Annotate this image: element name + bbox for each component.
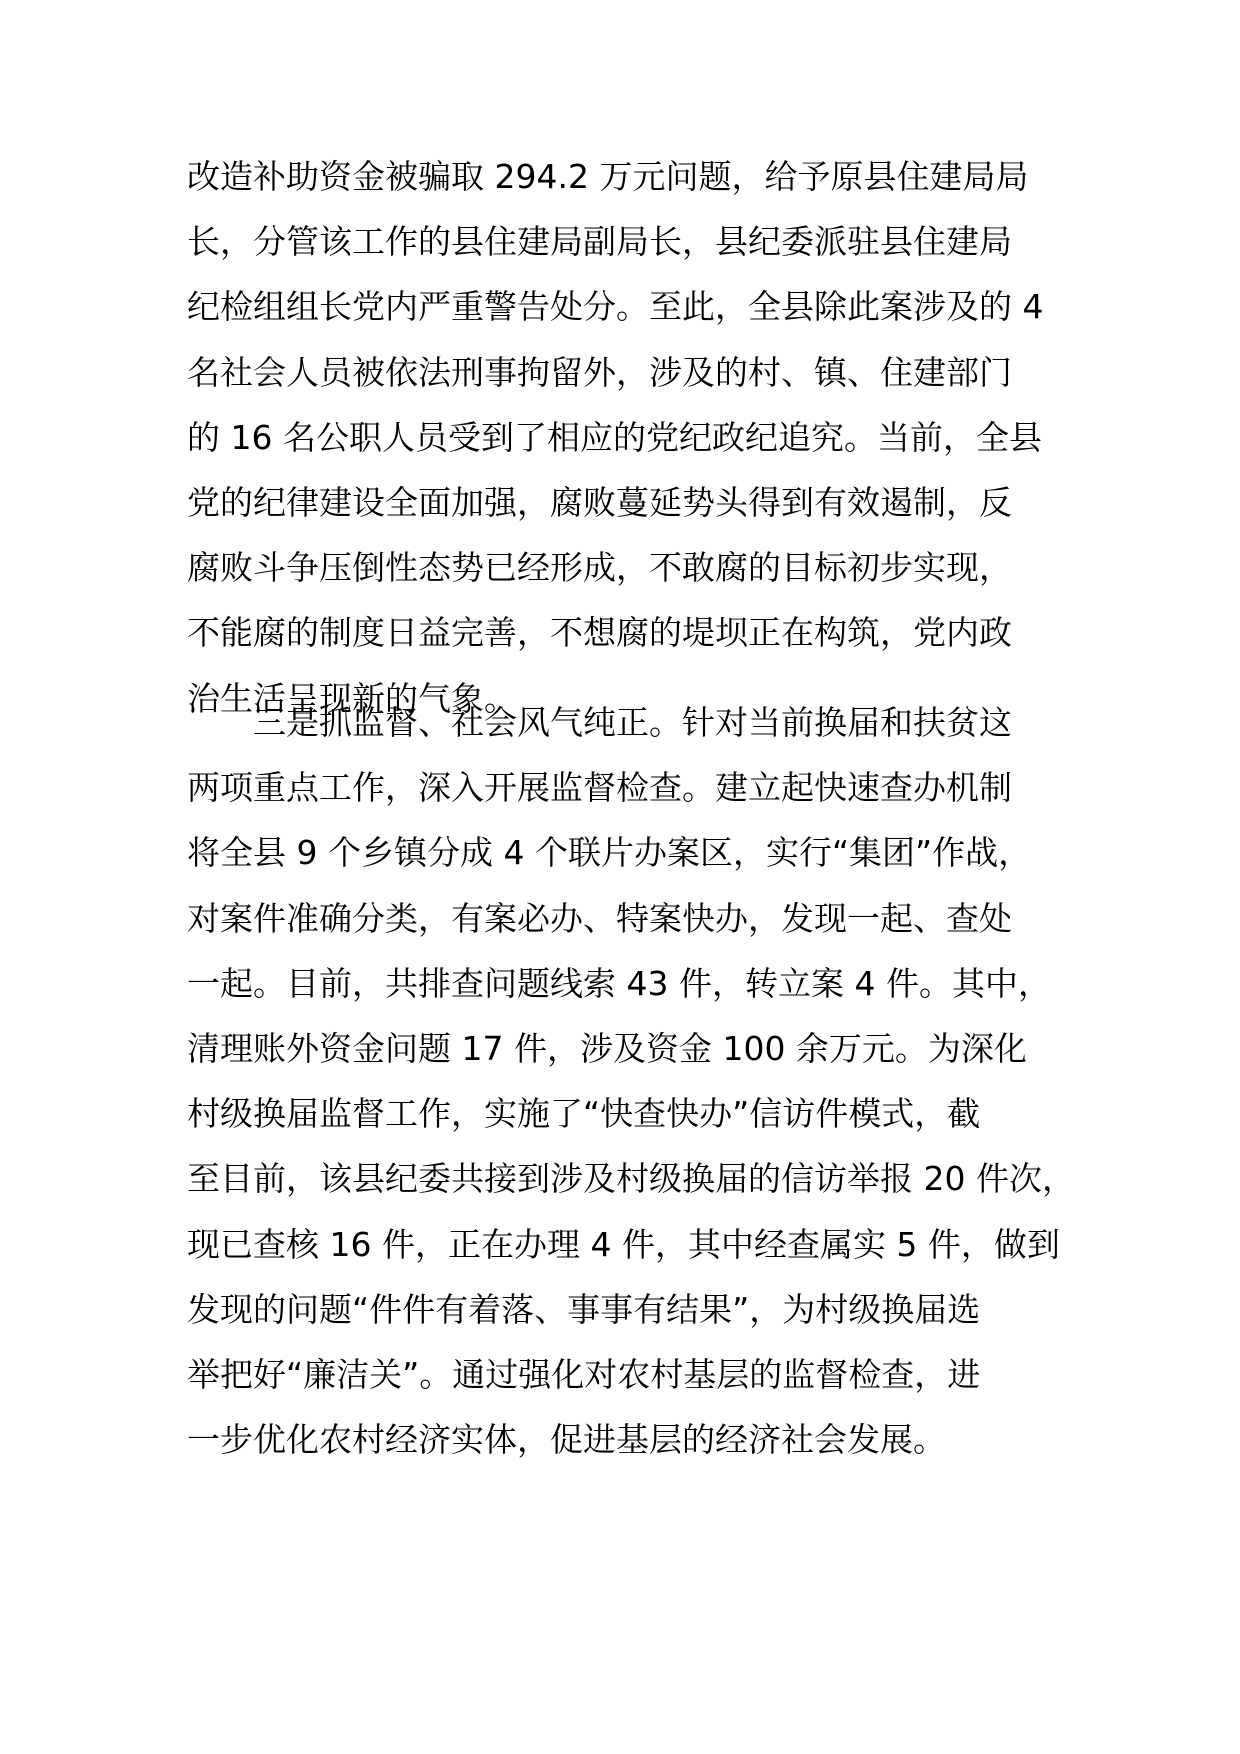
text-line: 村级换届监督工作，实施了“快查快办”信访件模式，截: [187, 1094, 981, 1134]
text-line: 发现的问题“件件有着落、事事有结果”，为村级换届选: [187, 1289, 981, 1329]
text-line: 一步优化农村经济实体，促进基层的经济社会发展。: [187, 1420, 946, 1460]
text-line: 腐败斗争压倒性态势已经形成，不敢腐的目标初步实现，: [187, 548, 1012, 588]
text-line: 一起。目前，共排查问题线索 43 件，转立案 4 件。其中，: [187, 963, 1051, 1003]
text-line: 不能腐的制度日益完善，不想腐的堤坝正在构筑，党内政: [187, 613, 1012, 653]
text-line: 至目前，该县纪委共接到涉及村级换届的信访举报 20 件次，: [187, 1159, 1075, 1199]
text-line: 纪检组组长党内严重警告处分。至此，全县除此案涉及的 4: [187, 287, 1044, 327]
text-line: 现已查核 16 件，正在办理 4 件，其中经查属实 5 件，做到: [187, 1224, 1060, 1264]
text-line: 两项重点工作，深入开展监督检查。建立起快速查办机制: [187, 768, 1012, 808]
text-line: 治生活呈现新的气象。: [187, 678, 517, 718]
text-line: 的 16 名公职人员受到了相应的党纪政纪追究。当前，全县: [187, 417, 1042, 457]
text-line: 对案件准确分类，有案必办、特案快办，发现一起、查处: [187, 898, 1012, 938]
text-line: 举把好“廉洁关”。通过强化对农村基层的监督检查，进: [187, 1354, 981, 1394]
text-line: 长，分管该工作的县住建局副局长，县纪委派驻县住建局: [187, 222, 1012, 262]
text-line: 将全县 9 个乡镇分成 4 个联片办案区，实行“集团”作战，: [187, 833, 1032, 873]
text-line: 改造补助资金被骗取 294.2 万元问题，给予原县住建局局: [187, 157, 1029, 196]
text-line: 清理账外资金问题 17 件，涉及资金 100 余万元。为深化: [187, 1028, 1027, 1068]
paragraph-1: [187, 144, 1087, 731]
text-line: 三是抓监督、社会风气纯正。针对当前换届和扶贫这: [253, 703, 1012, 742]
paragraph-2: [187, 690, 1087, 1472]
text-line: 党的纪律建设全面加强，腐败蔓延势头得到有效遏制，反: [187, 482, 1012, 522]
text-line: 名社会人员被依法刑事拘留外，涉及的村、镇、住建部门: [187, 352, 1012, 392]
